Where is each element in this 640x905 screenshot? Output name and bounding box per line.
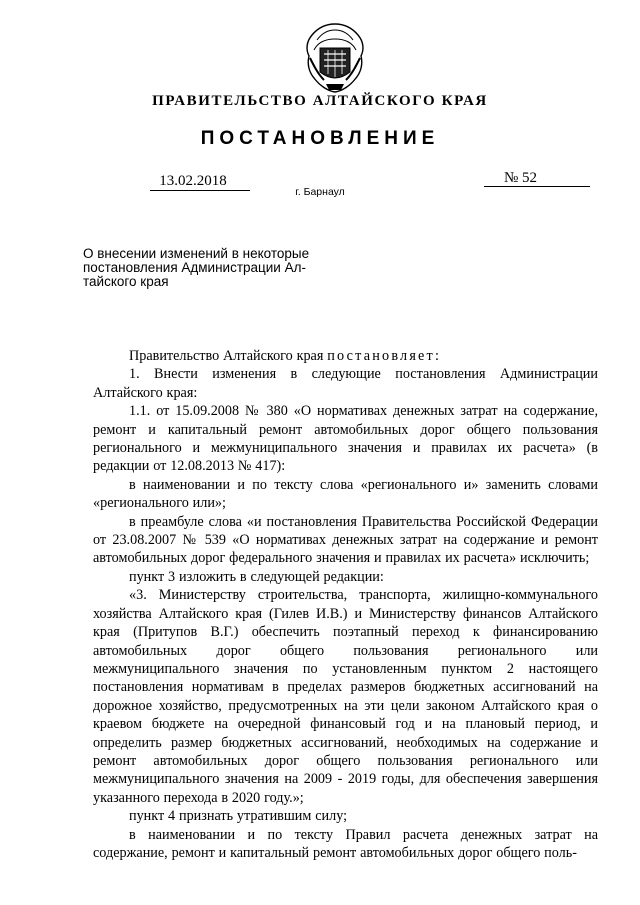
- body-paragraph: пункт 3 изложить в следующей редакции:: [129, 568, 384, 585]
- subject-line: постановления Администрации Ал-: [83, 260, 306, 275]
- body-paragraph: «3. Министерству строительства, транспорта, жилищно-коммунального хозяйства Алтайского края (Гилев И.В.) и Министерству финансов Алтайского края (Притупов В.Г.) обеспечить поэтапный переход к финансированию автомобильных дорог общего пользования регионального или межмуниципального значения по установленным пунктом 2 настоящего постановления нормативам в пределах размеров бюджетных ассигнований на дорожное хозяйство, предусмотренных на эти цели законом Алтайского края о краевом бюджете на очередной финансовый год и на плановый период, и определить размер бюджетных ассигнований, необходимых на содержание и ремонт автомобильных дорог общего пользования регионального или межмуниципального значения на 2009 - 2019 годы, для обеспечения завершения указанного перехода в 2020 году.»;: [93, 587, 598, 806]
- body-paragraph: 1. Внести изменения в следующие постановления Администрации Алтайского края:: [93, 366, 598, 401]
- document-date: 13.02.2018: [159, 173, 227, 189]
- government-name: ПРАВИТЕЛЬСТВО АЛТАЙСКОГО КРАЯ: [152, 93, 488, 109]
- document-number: № 52: [504, 170, 538, 186]
- coat-of-arms-icon: [300, 20, 370, 95]
- city: г. Барнаул: [295, 186, 345, 198]
- document-body: [93, 347, 598, 862]
- body-paragraph: в преамбуле слова «и постановления Правительства Российской Федерации от 23.08.2007 № 539 «О нормативах денежных затрат на содержание и ремонт автомобильных дорог федерального значения и правилах их расчета» исключить;: [93, 513, 598, 567]
- body-paragraph: пункт 4 признать утратившим силу;: [129, 808, 348, 825]
- body-paragraph: в наименовании и по тексту Правил расчета денежных затрат на содержание, ремонт и капитальный ремонт автомобильных дорог общего поль-: [93, 826, 598, 861]
- body-paragraph: 1.1. от 15.09.2008 № 380 «О нормативах денежных затрат на содержание, ремонт и капитальный ремонт автомобильных дорог общего пользования регионального и межмуниципального значения и правилах их расчета» (в редакции от 12.08.2013 № 417):: [93, 403, 598, 475]
- intro-verb: постановляет:: [327, 348, 442, 364]
- document-subject: [83, 247, 333, 289]
- subject-line: О внесении изменений в некоторые: [83, 246, 310, 261]
- document-type: ПОСТАНОВЛЕНИЕ: [200, 128, 440, 149]
- intro-paragraph: [93, 347, 598, 365]
- intro-text: Правительство Алтайского края: [129, 348, 328, 364]
- subject-line: тайского края: [83, 274, 169, 289]
- body-paragraph: в наименовании и по тексту слова «регионального и» заменить словами «регионального или»;: [93, 476, 598, 512]
